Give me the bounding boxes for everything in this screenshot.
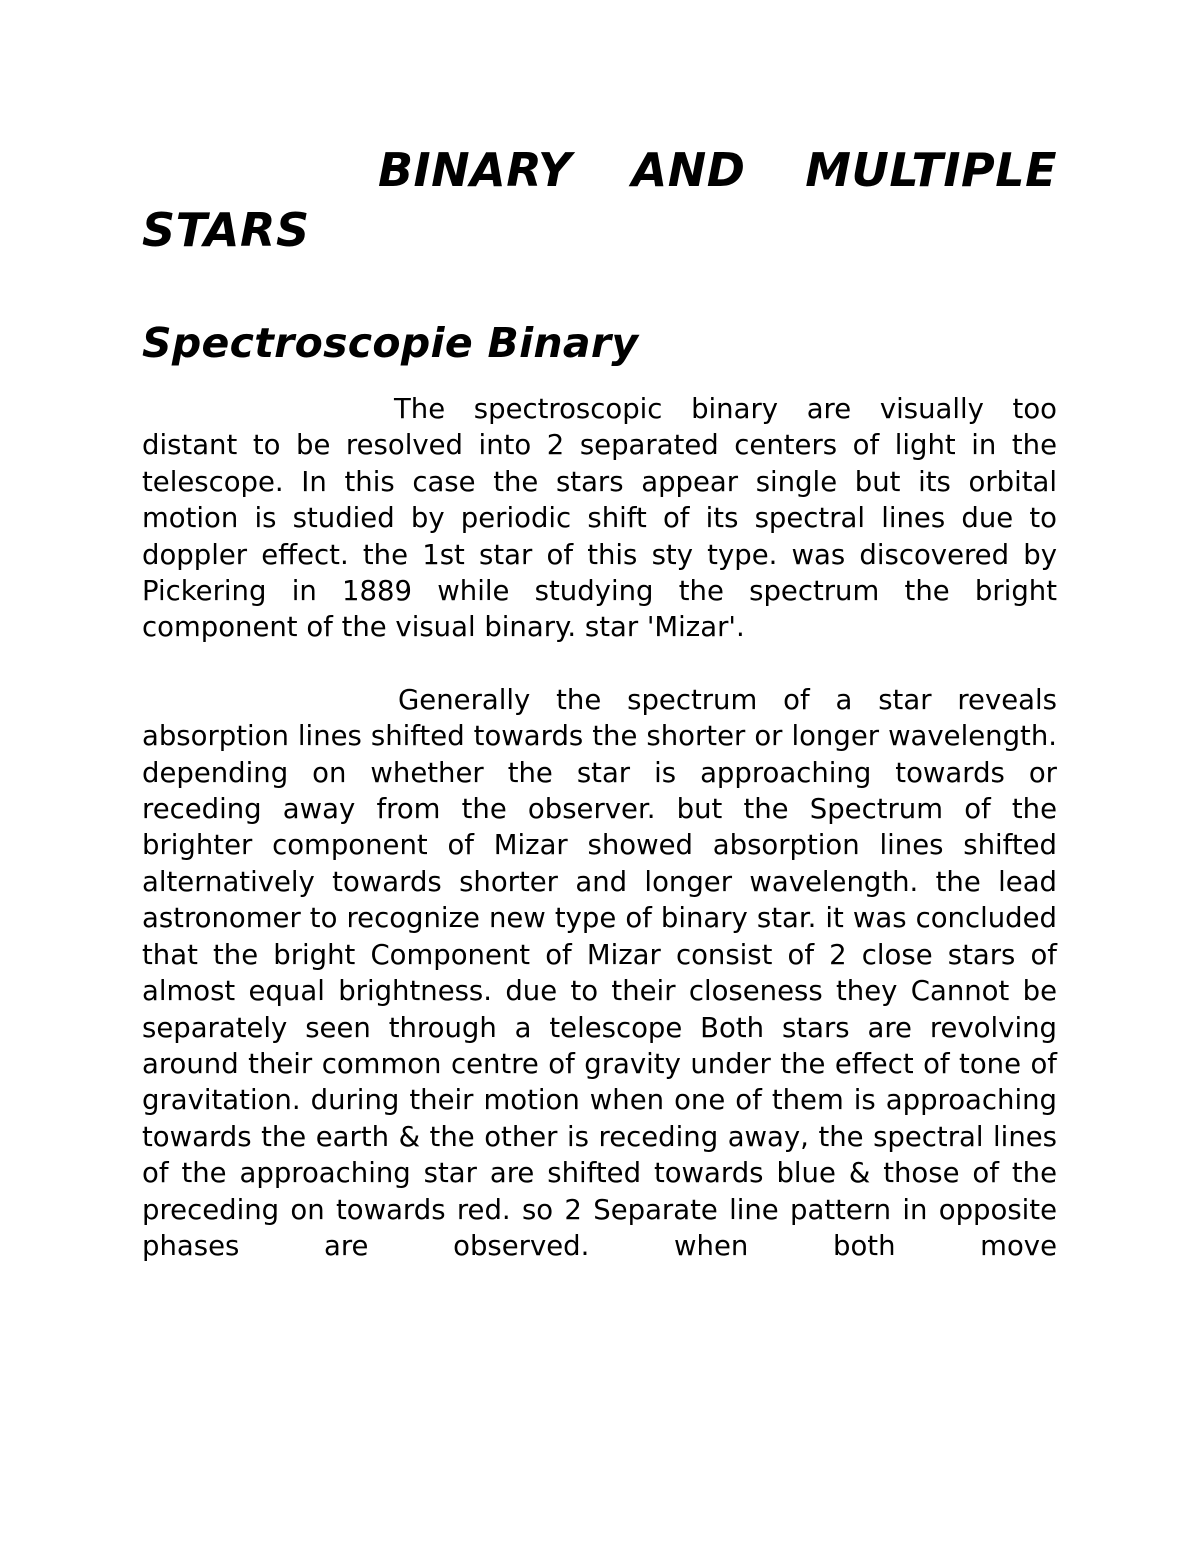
document-page [142, 140, 1057, 1264]
document-title: BINARY AND MULTIPLE STARS [142, 143, 1057, 257]
section-heading: Spectroscopie Binary [142, 319, 639, 367]
body-paragraph-2: Generally the spectrum of a star reveals absorption lines shifted towards the shorter or longer wavelength. depending on whether the star is approaching towards or receding away from the observer. but the Spectrum of the brighter component of Mizar showed absorption lines shifted alternatively towards shorter and longer wavelength. the lead astronomer to recognize new type of binary star. it was concluded that the bright Component of Mizar consist of 2 close stars of almost equal brightness. due to their closeness they Cannot be separately seen through a telescope Both stars are revolving around their common centre of gravity under the effect of tone of gravitation. during their motion when one of them is approaching towards the earth & the other is receding away, the spectral lines of the approaching star are shifted towards blue & those of the preceding on towards red. so 2 Separate line pattern in opposite phases are observed. when both move [142, 683, 1057, 1262]
body-paragraph-1: The spectroscopic binary are visually too distant to be resolved into 2 separated centers of light in the telescope. In this case the stars appear single but its orbital motion is studied by periodic shift of its spectral lines due to doppler effect. the 1st star of this sty type. was discovered by Pickering in 1889 while studying the spectrum the bright component of the visual binary. star 'Mizar'. [142, 393, 1057, 644]
